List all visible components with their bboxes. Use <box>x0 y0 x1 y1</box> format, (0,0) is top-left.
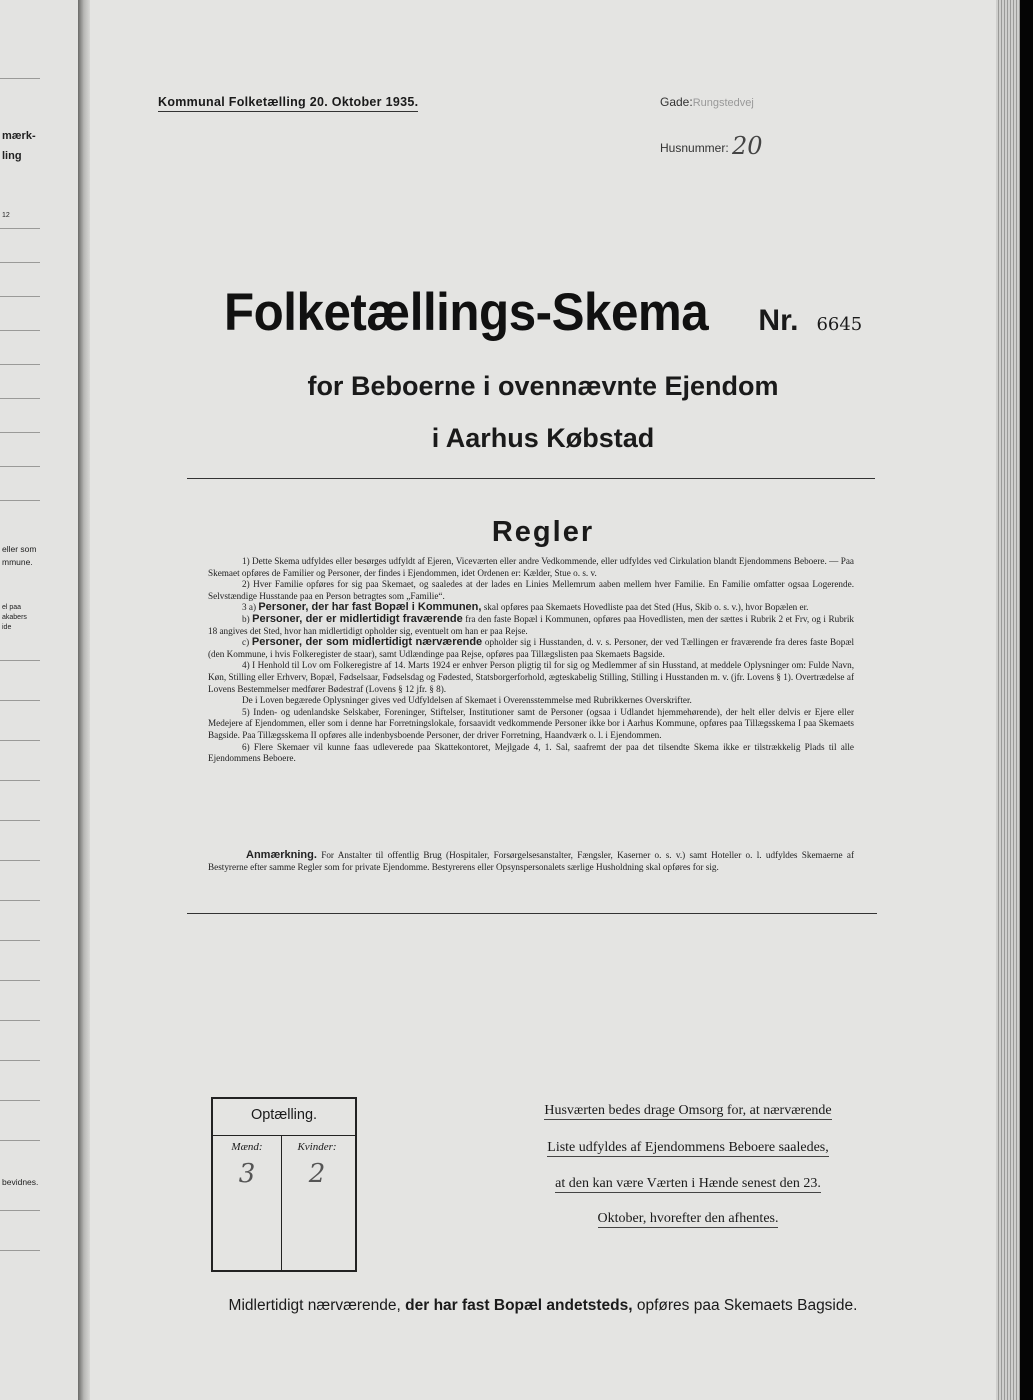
form-number-label: Nr. <box>758 304 799 337</box>
rule-3c-number: c) <box>242 637 250 648</box>
census-form-page <box>90 0 996 1400</box>
landlord-note-line-2 <box>510 1140 866 1156</box>
rule-3b <box>208 614 854 637</box>
footer-part-2: der har fast Bopæl andetsteds, <box>405 1297 633 1314</box>
left-rule <box>0 980 40 981</box>
footer-note <box>90 1297 996 1315</box>
rules-body <box>208 556 854 765</box>
left-rule <box>0 228 40 229</box>
left-fragment-text: eller som <box>2 544 37 554</box>
street-value: Rungstedvej <box>692 97 754 109</box>
left-rule <box>0 940 40 941</box>
rule-2: 2) Hver Familie opføres for sig paa Skemaet, og saaledes at der lades en Linies Mellemrum aaben mellem hver Familie. En Familie omfatter ogsaa Logerende. Selvstændige Husstande paa en Person betragtes som „Familie“. <box>208 579 854 601</box>
left-rule <box>0 860 40 861</box>
footer-part-1: Midlertidigt nærværende, <box>228 1297 401 1314</box>
rule-5: 5) Inden- og udenlandske Selskaber, Foreninger, Stiftelser, Institutioner samt de Personer (ogsaa i Udlandet hjemmehørende), der helt eller delvis er Ejere eller Medejere af Ejendommen, eller som i denne har Forretningslokale, forsaavidt vedkommende Personer ikke bor i Aarhus Kommune, opføres paa Tillægsskema I paa Skemaets Bagside. Paa Tillægsskema II opføres alle indenbysboende Personer, der driver Forretning, Haandværk o. l. i Ejendommen. <box>208 706 854 740</box>
landlord-note-text: Husværten bedes drage Omsorg for, at nærværende <box>544 1103 832 1118</box>
form-number: 6645 <box>816 314 863 335</box>
rule-3b-number: b) <box>242 613 250 624</box>
rule-6: 6) Flere Skemaer vil kunne faas udleverede paa Skattekontoret, Mejlgade 4, 1. Sal, saafremt der paa det tilsendte Skema ikke er tilstrækkelig Plads til alle Ejendommens Beboere. <box>208 741 854 764</box>
left-fragment-text: bevidnes. <box>2 1177 39 1187</box>
left-rule <box>0 398 40 399</box>
rule-3a-number: 3 a) <box>242 602 257 613</box>
optaelling-title: Optælling. <box>213 1099 355 1136</box>
left-rule <box>0 1060 40 1061</box>
street-label: Gade: <box>660 95 693 109</box>
optaelling-box <box>211 1097 357 1272</box>
landlord-note-text: at den kan være Værten i Hænde senest den 23. <box>555 1176 821 1191</box>
form-subtitle-2: i Aarhus Købstad <box>431 423 655 453</box>
left-rule <box>0 900 40 901</box>
rule-3c-heading: Personer, der som midlertidigt nærværende <box>251 636 483 649</box>
landlord-note-text: Liste udfyldes af Ejendommens Beboere saaledes, <box>547 1140 829 1155</box>
rule-1: 1) Dette Skema udfyldes eller besørges udfyldt af Ejeren, Viceværten eller andre Vedkommende, eller udfyldes ved Cirkulation blandt Ejendommens Beboere. — Paa Skemaet opføres de Familier og Personer, der findes i Ejendommen, idet Ordenen er: Kælder, Stue o. s. v. <box>208 556 854 578</box>
house-number-label: Husnummer: <box>660 141 729 155</box>
landlord-note-text: Oktober, hvorefter den afhentes. <box>597 1211 779 1226</box>
form-title <box>90 282 996 343</box>
form-title-main: Folketællings-Skema <box>223 283 708 342</box>
left-rule <box>0 296 40 297</box>
landlord-note-line-1 <box>510 1103 866 1119</box>
landlord-note-line-3 <box>510 1176 866 1192</box>
left-rule <box>0 740 40 741</box>
left-fragment-text: akabers <box>2 614 27 621</box>
men-label: Mænd: <box>231 1141 263 1153</box>
left-rule <box>0 432 40 433</box>
rule-3a-text: skal opføres paa Skemaets Hovedliste paa det Sted (Hus, Skib o. s. v.), hvor Bopælen er. <box>483 602 809 613</box>
anmaerkning-note <box>208 850 854 873</box>
left-fragment-text: ling <box>2 150 22 162</box>
rule-3c <box>208 637 854 660</box>
left-rule <box>0 78 40 79</box>
left-rule <box>0 1100 40 1101</box>
footer-part-3: opføres paa Skemaets Bagside. <box>636 1297 858 1314</box>
left-rule <box>0 262 40 263</box>
divider-bottom <box>187 913 877 914</box>
rule-4: 4) I Henhold til Lov om Folkeregistre af 14. Marts 1924 er enhver Person pligtig til for sig og Medlemmer af sin Husstand, at meddele Oplysninger om: Fulde Navn, Køn, Stilling eller Erhverv, Bopæl, Fødselsaar, Fødselsdag og Fødested, Statsborgerforhold, ægteskabelig Stilling, Stilling i Husstanden m. v. (jfr. Lovens § 1). Overtrædelse af Lovens Bestemmelser medfører Bødestraf (Lovens § 12 jfr. § 8). <box>208 660 854 694</box>
divider-top <box>187 478 875 479</box>
left-rule <box>0 660 40 661</box>
anmaerkning-text: For Anstalter til offentlig Brug (Hospitaler, Forsørgelsesanstalter, Fængsler, Kaserner o. s. v.) samt Hoteller o. l. udfyldes Skemaerne af Bestyrerne efter samme Regler som for private Ejendomme. Bestyrerens eller Opsynspersonalets særlige Husholdning skal opføres for sig. <box>208 850 855 872</box>
optaelling-divider <box>281 1135 282 1270</box>
form-subtitle-1: for Beboerne i ovennævnte Ejendom <box>307 371 779 401</box>
book-gutter <box>78 0 90 1400</box>
women-label: Kvinder: <box>297 1141 337 1153</box>
page-edges <box>996 0 1020 1400</box>
left-rule <box>0 364 40 365</box>
left-rule <box>0 330 40 331</box>
house-number-field <box>660 130 763 158</box>
left-fragment-text: el paa <box>2 604 22 611</box>
rule-3b-text: fra den faste Bopæl i Kommunen, opføres paa Hovedlisten, men der sættes i Rubrik 2 et Frv, og i Rubrik 18 angives det Sted, hvor han midlertidigt opholder sig, eventuelt om han er paa Rejse. <box>208 613 854 636</box>
house-number-value: 20 <box>732 132 763 160</box>
left-rule <box>0 780 40 781</box>
left-rule <box>0 466 40 467</box>
left-fragment-text: ide <box>2 624 12 631</box>
left-rule <box>0 1020 40 1021</box>
street-field <box>660 95 754 109</box>
census-header-title: Kommunal Folketælling 20. Oktober 1935. <box>158 95 418 112</box>
rule-4b: De i Loven begærede Oplysninger gives ved Udfyldelsen af Skemaet i Overensstemmelse med Rubrikkernes Overskrifter. <box>242 695 692 706</box>
left-fragment-text: mærk- <box>2 130 36 142</box>
left-fragment-text: 12 <box>2 212 10 219</box>
women-count: 2 <box>308 1159 326 1189</box>
left-rule <box>0 820 40 821</box>
rule-3a-heading: Personer, der har fast Bopæl i Kommunen, <box>258 601 482 614</box>
left-rule <box>0 500 40 501</box>
left-rule <box>0 1140 40 1141</box>
left-rule <box>0 700 40 701</box>
left-page-fragment <box>0 0 79 1400</box>
left-rule <box>0 1250 40 1251</box>
left-rule <box>0 1210 40 1211</box>
rule-3b-heading: Personer, der er midlertidigt fraværende <box>252 612 463 625</box>
left-fragment-text: mmune. <box>2 557 33 567</box>
anmaerkning-label: Anmærkning. <box>246 849 317 861</box>
rule-3c-text: opholder sig i Husstanden, d. v. s. Personer, der ved Tællingen er fraværende fra deres faste Bopæl (den Kommune, i hvis Folkeregister de staar), samt Udlændinge paa Rejse, opføres paa Tillægslisten paa Skemaets Bagside. <box>208 637 855 659</box>
rules-heading: Regler <box>491 516 595 548</box>
landlord-note-line-4 <box>510 1211 866 1227</box>
men-count: 3 <box>238 1159 256 1189</box>
